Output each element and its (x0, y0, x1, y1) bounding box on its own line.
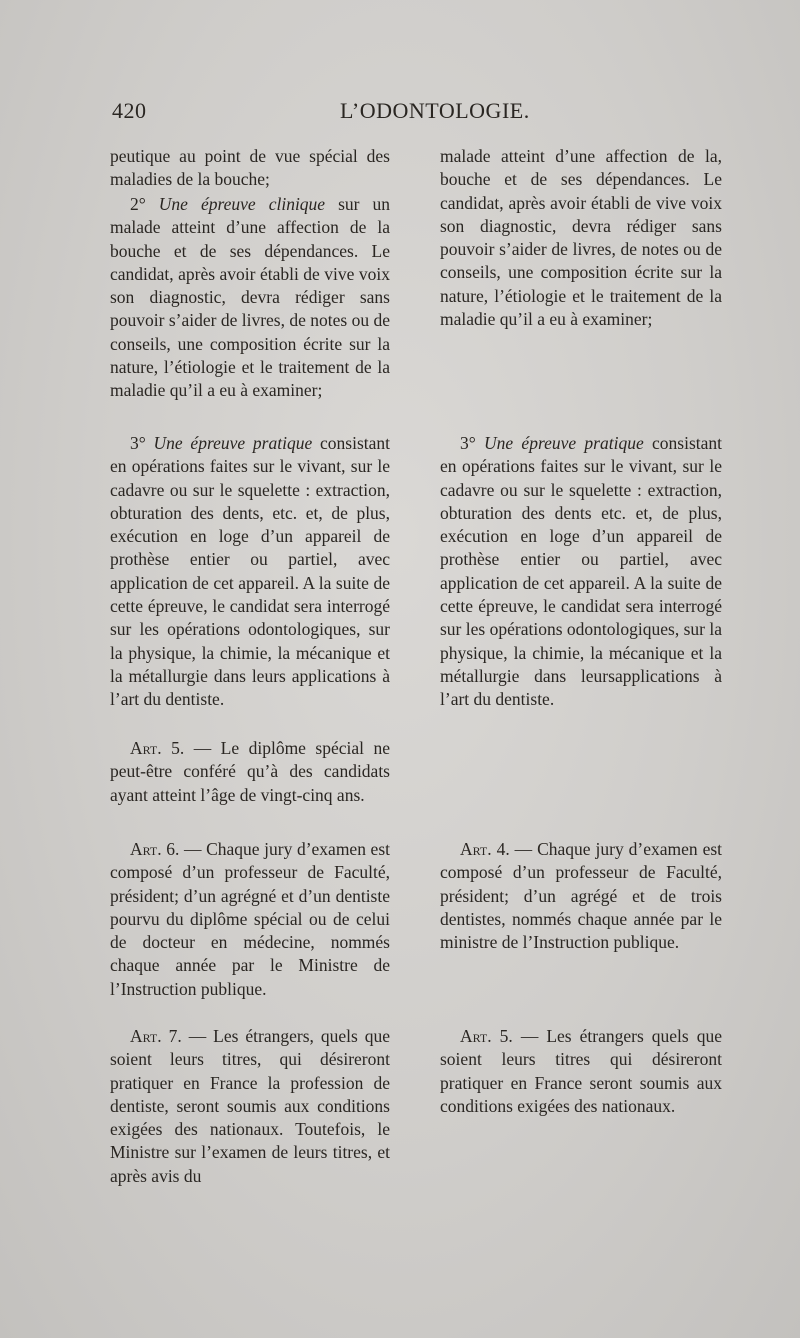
running-title: L’ODONTOLOGIE. (340, 98, 530, 123)
left-article-7 (110, 1025, 390, 1188)
article-text: — Chaque jury d’examen est composé d’un professeur de Faculté, président; d’un agrégé et de trois dentistes, nommés chaque année par le ministre de l’Instruction publique. (440, 839, 723, 953)
left-article-5 (110, 737, 390, 807)
article-label: Art. 4. (460, 839, 510, 859)
article-label: Art. 7. (130, 1026, 182, 1046)
left-paragraph-2 (110, 193, 390, 403)
item-number: 3° (130, 433, 146, 453)
item-number: 2° (130, 194, 146, 214)
right-paragraph-2 (440, 432, 722, 712)
item-title: Une épreuve clinique (158, 194, 326, 214)
left-paragraph-3 (110, 432, 390, 712)
page-number: 420 (112, 98, 147, 123)
article-label: Art. 5. (130, 738, 185, 758)
item-number: 3° (460, 433, 476, 453)
left-paragraph-1: peutique au point de vue spécial des maladies de la bouche; (110, 146, 390, 190)
item-body: consistant en opérations faites sur le vivant, sur le cadavre ou sur le squelette : extraction, obturation des dents, etc. et, de plus, exécution en loge d’un appareil de prothèse entier ou partiel, avec application de cet appareil. A la suite de cette épreuve, le candidat sera interrogé sur les opérations odontologiques, sur la physique, la chimie, la mécanique et la métallurgie dans leurs applications à l’art du dentiste. (110, 433, 390, 710)
article-text: — Les étrangers quels que soient leurs titres qui désireront pratiquer en France seront soumis aux conditions exigées des nationaux. (440, 1026, 722, 1116)
item-body: consistant en opérations faites sur le vivant, sur le cadavre ou sur le squelette : extraction, obturation des dents etc. et, de plus, exécution en loge d’un appareil de prothèse entier ou partiel, avec application de cet appareil. A la suite de cette épreuve, le candidat sera interrogé sur les opérations odontologiques, sur la physique, la chimie, la mécanique et la métallurgie dans leursapplications à l’art du dentiste. (440, 433, 722, 710)
right-paragraph-1: malade atteint d’une affection de la, bouche et de ses dépendances. Le candidat, après avoir établi de vive voix son diagnostic, devra rédiger sans pouvoir s’aider de livres, de notes ou de conseils, une composition écrite sur la nature, l’étiologie et le traitement de la maladie qu’il a eu à examiner; (440, 146, 722, 330)
item-title: Une épreuve pratique (484, 433, 644, 453)
right-article-5 (440, 1025, 722, 1118)
article-text: — Les étrangers, quels que soient leurs titres, qui désireront pratiquer en France la profession de dentiste, seront soumis aux conditions exigées des nationaux. Toutefois, le Ministre sur l’examen de leurs titres, et après avis du (110, 1026, 390, 1186)
article-text: — Chaque jury d’examen est composé d’un professeur de Faculté, président; d’un agrégné et d’un dentiste pourvu du diplôme spécial ou de celui de docteur en médecine, nommés chaque année par le Ministre de l’Instruction publique. (110, 839, 390, 999)
right-article-4 (440, 838, 722, 954)
article-label: Art. 5. (460, 1026, 513, 1046)
left-article-6 (110, 838, 390, 1001)
article-label: Art. 6. (130, 839, 180, 859)
item-title: Une épreuve pratique (153, 433, 313, 453)
item-body: sur un malade atteint d’une affection de la bouche et de ses dépendances. Le candidat, après avoir établi de vive voix son diagnostic, devra rédiger sans pouvoir s’aider de livres, de notes ou de conseils, une composition écrite sur la nature, l’étiologie et le traitement de la maladie qu’il a eu à examiner; (110, 194, 391, 401)
article-text: — Le diplôme spécial ne peut-être conféré qu’à des candidats ayant atteint l’âge de vingt-cinq ans. (110, 738, 390, 805)
